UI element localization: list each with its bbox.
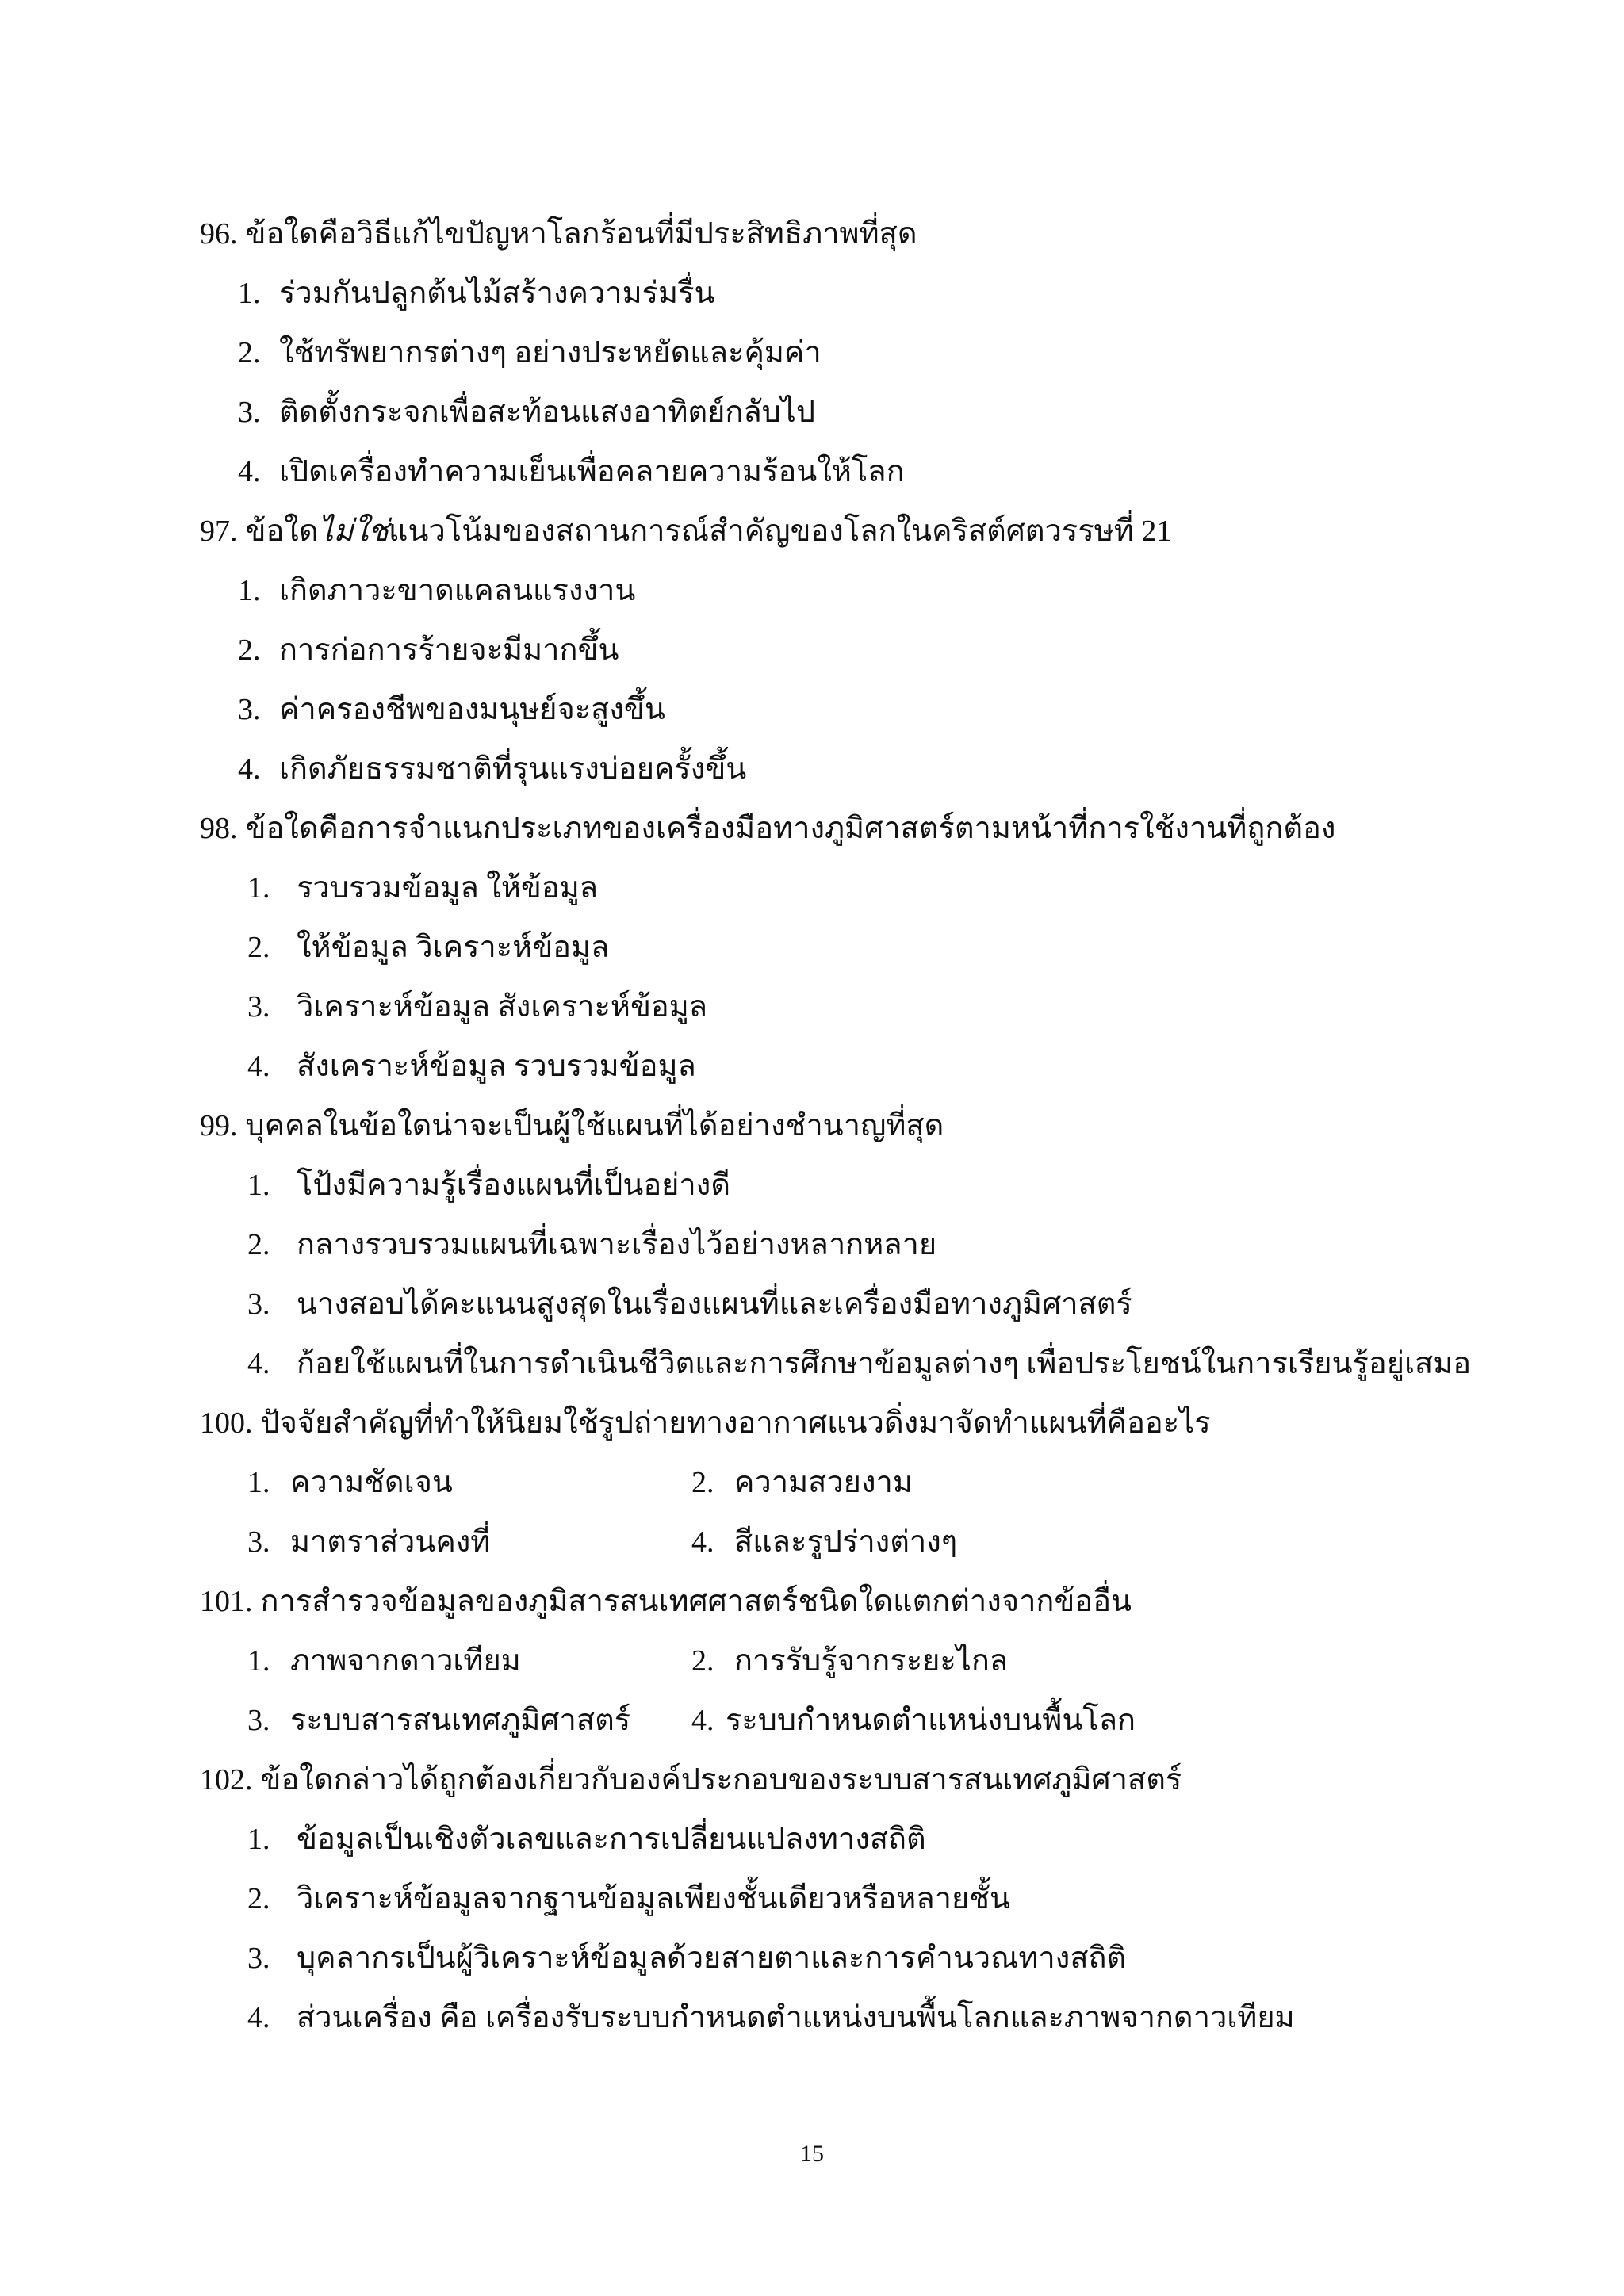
option-100-4: [691, 1513, 1136, 1572]
option-text: ภาพจากดาวเทียม: [290, 1644, 521, 1678]
option-number: 4.: [691, 1525, 714, 1559]
question-number: 100.: [200, 1406, 253, 1440]
question-number: 101.: [200, 1585, 253, 1618]
question-99: [200, 1096, 1500, 1156]
question-101: [200, 1572, 1500, 1632]
option-number: 3.: [247, 990, 270, 1024]
question-text: ปัจจัยสำคัญที่ทำให้นิยมใช้รูปถ่ายทางอากาศแนวดิ่งมาจัดทำแผนที่คืออะไร: [260, 1406, 1211, 1440]
option-text: เปิดเครื่องทำความเย็นเพื่อคลายความร้อนให้โลก: [279, 455, 905, 488]
question-text-emphasis: ไม่ใช่: [318, 515, 389, 548]
option-number: 1.: [247, 1823, 270, 1856]
option-number: 4.: [238, 752, 261, 786]
option-text: วิเคราะห์ข้อมูล สังเคราะห์ข้อมูล: [297, 990, 708, 1024]
option-96-3: [200, 383, 1500, 442]
option-text: เกิดภัยธรรมชาติที่รุนแรงบ่อยครั้งขึ้น: [279, 752, 747, 786]
option-text: นางสอบได้คะแนนสูงสุดในเรื่องแผนที่และเครื่องมือทางภูมิศาสตร์: [297, 1288, 1132, 1321]
option-99-4: [200, 1334, 1500, 1394]
option-96-4: [200, 442, 1500, 502]
option-99-2: [200, 1215, 1500, 1275]
option-number: 2.: [691, 1466, 714, 1499]
option-text: สังเคราะห์ข้อมูล รวบรวมข้อมูล: [297, 1050, 696, 1083]
option-number: 3.: [247, 1704, 270, 1737]
option-text: วิเคราะห์ข้อมูลจากฐานข้อมูลเพียงชั้นเดียวหรือหลายชั้น: [297, 1882, 1010, 1915]
question-text: การสำรวจข้อมูลของภูมิสารสนเทศศาสตร์ชนิดใดแตกต่างจากข้ออื่น: [260, 1585, 1132, 1618]
option-number: 1.: [247, 871, 270, 905]
option-number: 3.: [238, 396, 261, 429]
question-number: 96.: [200, 217, 238, 251]
option-100-3: [247, 1513, 691, 1572]
option-96-1: [200, 264, 1500, 323]
option-number: 3.: [238, 693, 261, 726]
option-number: 4.: [247, 2001, 270, 2034]
option-text: กลางรวบรวมแผนที่เฉพาะเรื่องไว้อย่างหลากหลาย: [297, 1228, 937, 1261]
option-text: สีและรูปร่างต่างๆ: [734, 1525, 958, 1559]
question-text: ข้อใดคือการจำแนกประเภทของเครื่องมือทางภูมิศาสตร์ตามหน้าที่การใช้งานที่ถูกต้อง: [245, 812, 1336, 845]
option-96-2: [200, 323, 1500, 383]
option-98-3: [200, 978, 1500, 1037]
option-number: 4.: [247, 1347, 270, 1380]
option-text: บุคลากรเป็นผู้วิเคราะห์ข้อมูลด้วยสายตาและการคำนวณทางสถิติ: [297, 1942, 1127, 1975]
option-row-101-a: [200, 1632, 1500, 1691]
option-97-4: [200, 740, 1500, 799]
option-number: 3.: [247, 1942, 270, 1975]
option-97-2: [200, 621, 1500, 680]
question-98: [200, 799, 1500, 859]
option-text: ติดตั้งกระจกเพื่อสะท้อนแสงอาทิตย์กลับไป: [279, 396, 816, 429]
option-99-3: [200, 1275, 1500, 1334]
option-row-100-b: [200, 1513, 1500, 1572]
option-97-3: [200, 680, 1500, 740]
option-number: 1.: [247, 1644, 270, 1678]
option-text: ความสวยงาม: [734, 1466, 913, 1499]
option-number: 2.: [247, 1228, 270, 1261]
question-102: [200, 1751, 1500, 1810]
question-96: [200, 205, 1500, 264]
option-number: 4.: [238, 455, 261, 488]
option-number: 3.: [247, 1525, 270, 1559]
option-text: ให้ข้อมูล วิเคราะห์ข้อมูล: [297, 931, 610, 964]
option-row-100-a: [200, 1453, 1500, 1513]
option-100-2: [691, 1453, 1136, 1513]
option-row-101-b: [200, 1691, 1500, 1751]
page-number: 15: [800, 2141, 824, 2167]
option-number: 2.: [247, 931, 270, 964]
option-98-4: [200, 1037, 1500, 1096]
question-number: 102.: [200, 1763, 253, 1797]
option-text: ส่วนเครื่อง คือ เครื่องรับระบบกำหนดตำแหน่งบนพื้นโลกและภาพจากดาวเทียม: [297, 2001, 1295, 2034]
option-number: 2.: [238, 633, 261, 667]
option-text: การก่อการร้ายจะมีมากขึ้น: [279, 633, 619, 667]
option-99-1: [200, 1156, 1500, 1215]
option-text: เกิดภาวะขาดแคลนแรงงาน: [279, 574, 636, 607]
option-101-3: [247, 1691, 691, 1751]
question-97: [200, 502, 1500, 561]
option-text: ใช้ทรัพยากรต่างๆ อย่างประหยัดและคุ้มค่า: [279, 336, 822, 369]
option-text: ข้อมูลเป็นเชิงตัวเลขและการเปลี่ยนแปลงทางสถิติ: [297, 1823, 926, 1856]
question-text-post: แนวโน้มของสถานการณ์สำคัญของโลกในคริสต์ศตวรรษที่ 21: [389, 515, 1172, 548]
option-text: ระบบกำหนดตำแหน่งบนพื้นโลก: [725, 1704, 1136, 1737]
option-text: ค่าครองชีพของมนุษย์จะสูงขึ้น: [279, 693, 665, 726]
option-text: โป้งมีความรู้เรื่องแผนที่เป็นอย่างดี: [297, 1169, 730, 1202]
option-number: 3.: [247, 1288, 270, 1321]
option-100-1: [247, 1453, 691, 1513]
option-text: ก้อยใช้แผนที่ในการดำเนินชีวิตและการศึกษาข้อมูลต่างๆ เพื่อประโยชน์ในการเรียนรู้อยู่เสมอ: [297, 1347, 1472, 1380]
option-number: 2.: [247, 1882, 270, 1915]
option-97-1: [200, 561, 1500, 621]
option-text: ร่วมกันปลูกต้นไม้สร้างความร่มรื่น: [279, 277, 715, 310]
question-text: ข้อใดกล่าวได้ถูกต้องเกี่ยวกับองค์ประกอบของระบบสารสนเทศภูมิศาสตร์: [260, 1763, 1182, 1797]
question-number: 97.: [200, 515, 238, 548]
question-number: 99.: [200, 1109, 238, 1142]
option-98-1: [200, 859, 1500, 918]
option-102-4: [200, 1988, 1500, 2048]
option-number: 2.: [238, 336, 261, 369]
option-number: 4.: [247, 1050, 270, 1083]
question-number: 98.: [200, 812, 238, 845]
question-text: บุคคลในข้อใดน่าจะเป็นผู้ใช้แผนที่ได้อย่างชำนาญที่สุด: [245, 1109, 944, 1142]
option-text: ระบบสารสนเทศภูมิศาสตร์: [290, 1704, 631, 1737]
option-text: มาตราส่วนคงที่: [290, 1525, 491, 1559]
option-text: การรับรู้จากระยะไกล: [734, 1644, 1009, 1678]
option-101-2: [691, 1632, 1136, 1691]
option-101-1: [247, 1632, 691, 1691]
option-text: รวบรวมข้อมูล ให้ข้อมูล: [297, 871, 599, 905]
option-number: 1.: [247, 1169, 270, 1202]
option-number: 4.: [691, 1704, 714, 1737]
question-text-pre: ข้อใด: [245, 515, 319, 548]
question-text: ข้อใดคือวิธีแก้ไขปัญหาโลกร้อนที่มีประสิทธิภาพที่สุด: [245, 217, 917, 251]
option-102-3: [200, 1929, 1500, 1988]
option-number: 1.: [247, 1466, 270, 1499]
option-98-2: [200, 918, 1500, 978]
option-text: ความชัดเจน: [290, 1466, 453, 1499]
question-100: [200, 1394, 1500, 1453]
option-101-4: [691, 1691, 1136, 1751]
option-102-2: [200, 1869, 1500, 1929]
option-number: 2.: [691, 1644, 714, 1678]
question-list: [200, 205, 1500, 2048]
option-number: 1.: [238, 574, 261, 607]
option-number: 1.: [238, 277, 261, 310]
option-102-1: [200, 1810, 1500, 1869]
